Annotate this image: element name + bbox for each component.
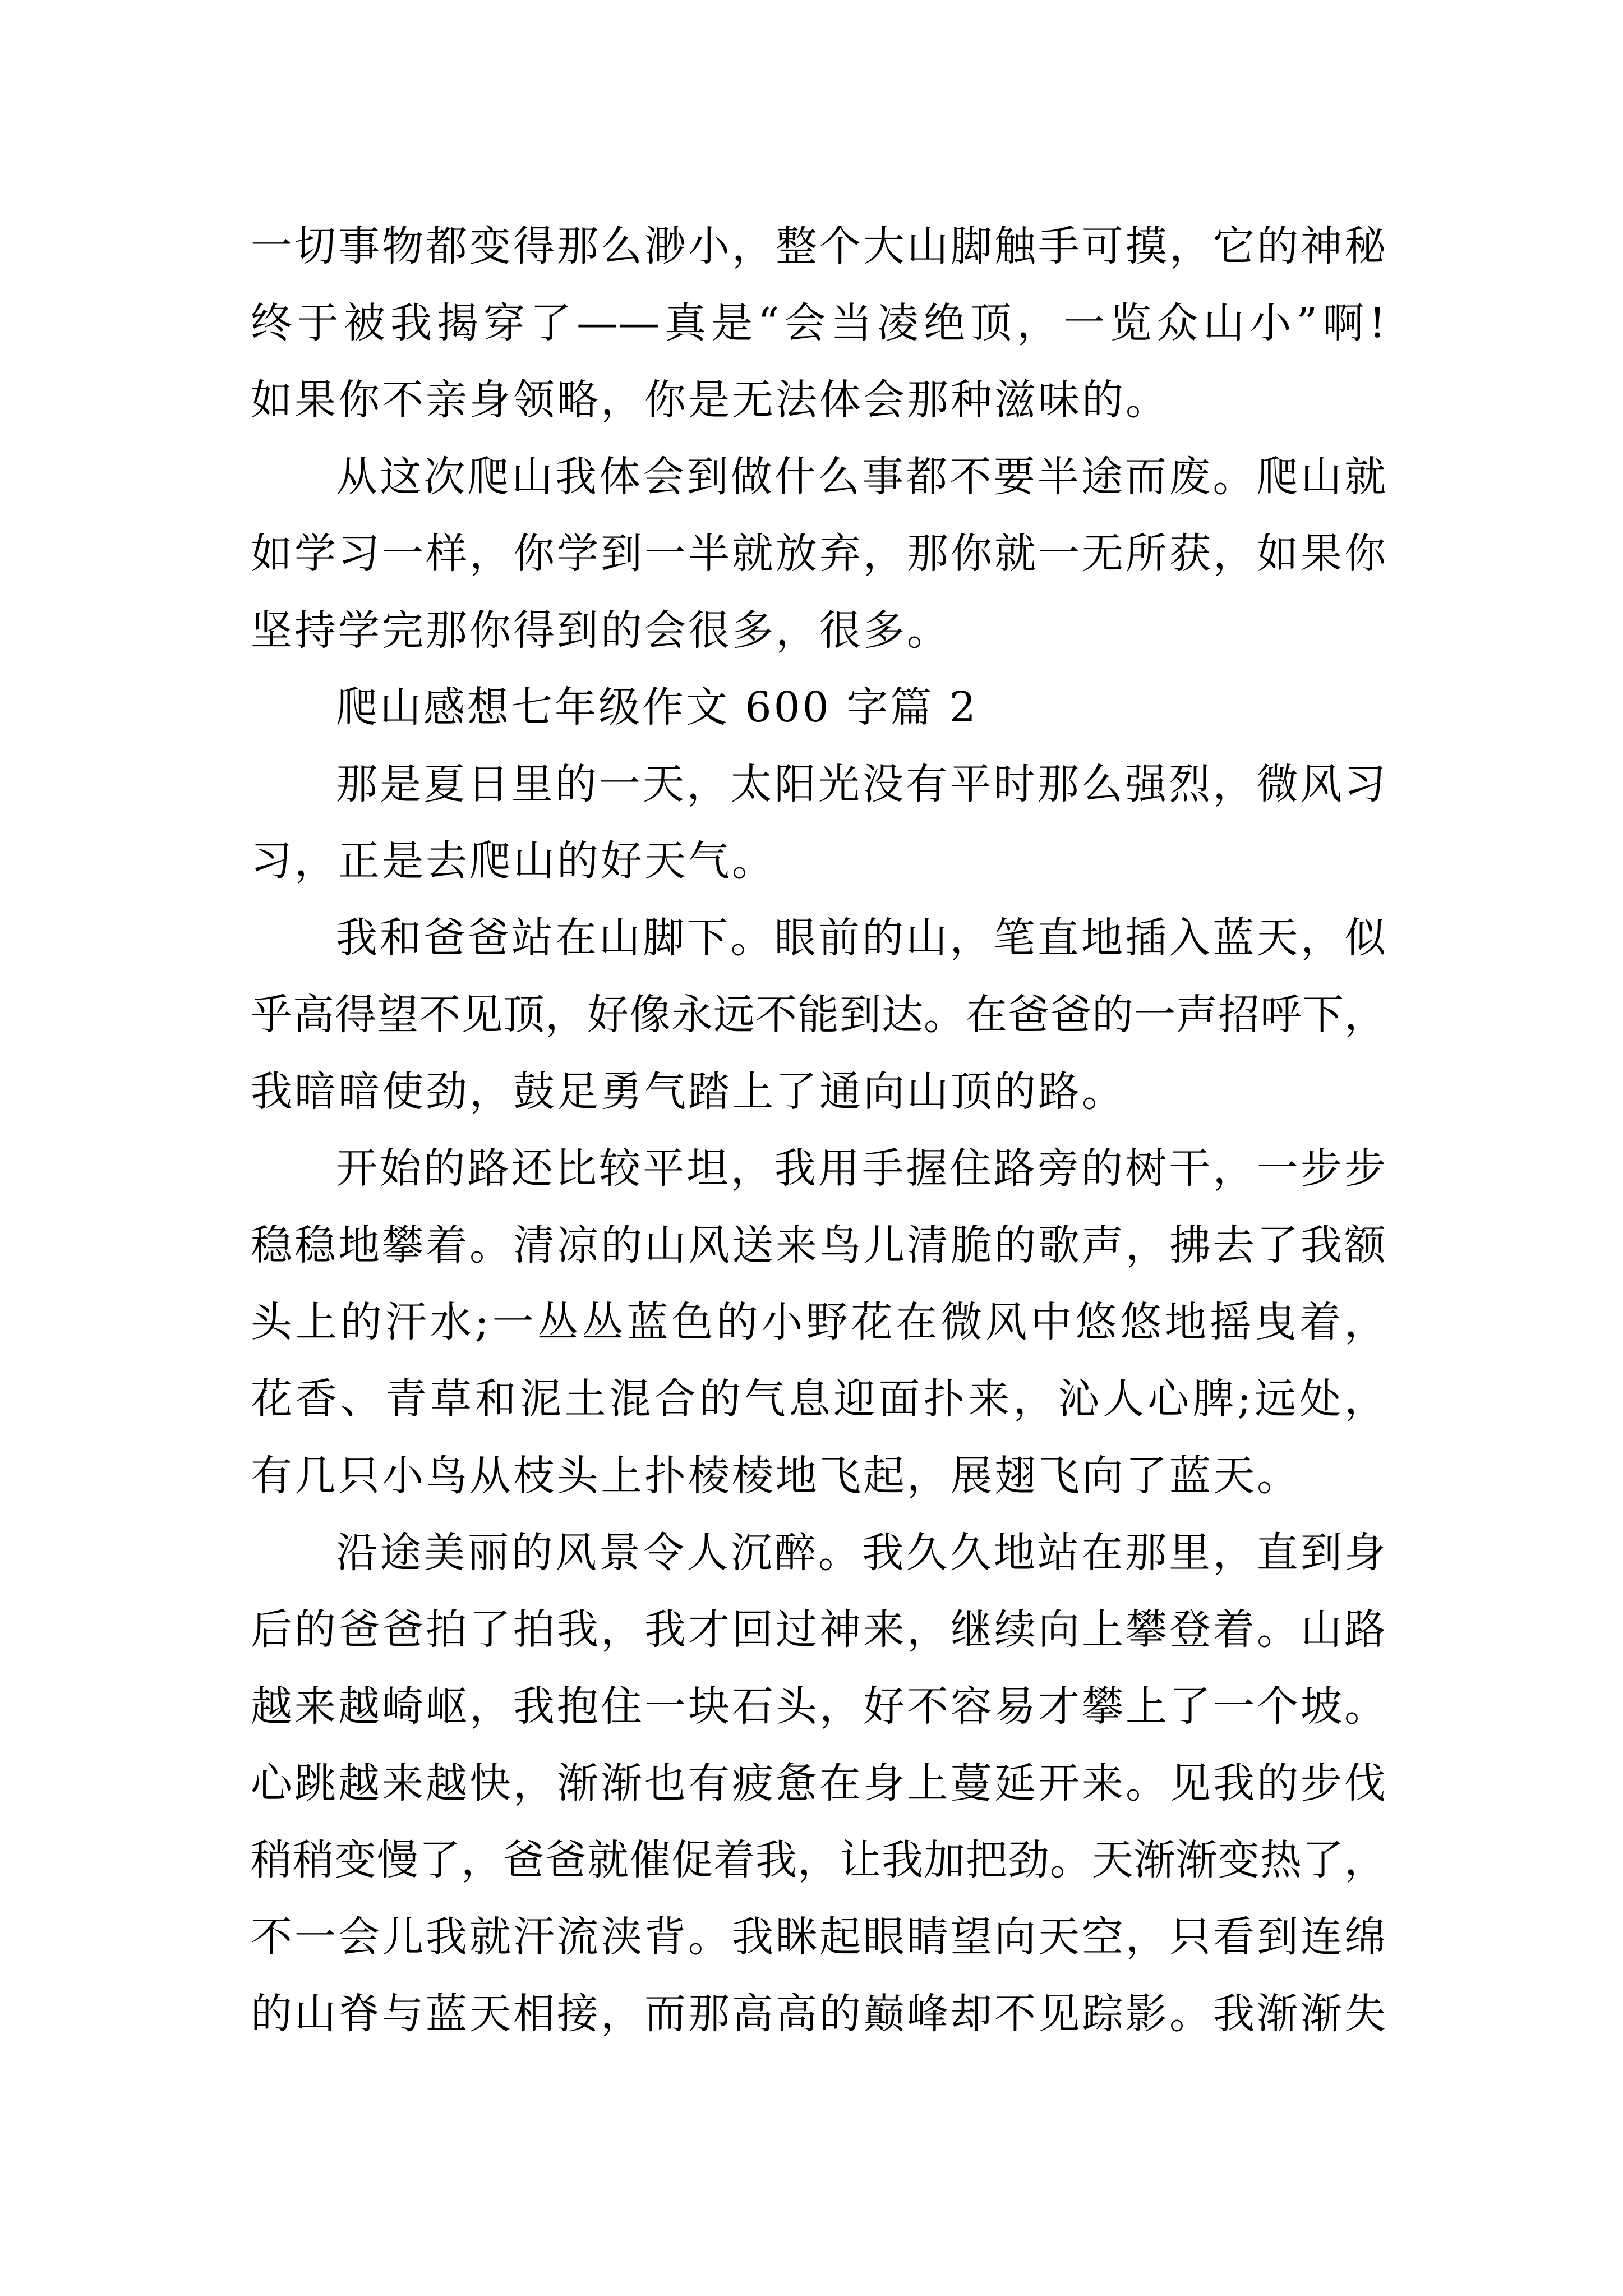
- paragraph: [251, 900, 1386, 1130]
- text-line: 越来越崎岖，我抱住一块石头，好不容易才攀上了一个坡。: [251, 1682, 1386, 1731]
- text-line: 如学习一样，你学到一半就放弃，那你就一无所获，如果你: [251, 530, 1386, 578]
- text-line: 稍稍变慢了，爸爸就催促着我，让我加把劲。天渐渐变热了，: [251, 1836, 1386, 1884]
- text-line: 开始的路还比较平坦，我用手握住路旁的树干，一步步: [336, 1144, 1386, 1193]
- text-line: 我和爸爸站在山脚下。眼前的山，笔直地插入蓝天，似: [336, 914, 1386, 962]
- text-line: 的山脊与蓝天相接，而那高高的巅峰却不见踪影。我渐渐失: [251, 1990, 1386, 2038]
- text-line: 稳稳地攀着。清凉的山风送来鸟儿清脆的歌声，拂去了我额: [251, 1221, 1386, 1269]
- text-line: 我暗暗使劲，鼓足勇气踏上了通向山顶的路。: [251, 1068, 1126, 1116]
- paragraph: [251, 208, 1386, 439]
- text-line: 习，正是去爬山的好天气。: [251, 837, 776, 885]
- text-line: 从这次爬山我体会到做什么事都不要半途而废。爬山就: [336, 453, 1386, 501]
- essay-heading-paragraph: [251, 669, 1386, 746]
- paragraph: [251, 1130, 1386, 1515]
- paragraph: [251, 439, 1386, 669]
- text-line: 那是夏日里的一天，太阳光没有平时那么强烈，微风习: [336, 760, 1386, 808]
- text-line: 后的爸爸拍了拍我，我才回过神来，继续向上攀登着。山路: [251, 1605, 1386, 1654]
- text-line: 乎高得望不见顶，好像永远不能到达。在爸爸的一声招呼下，: [251, 991, 1386, 1039]
- text-line: 心跳越来越快，渐渐也有疲惫在身上蔓延开来。见我的步伐: [251, 1759, 1386, 1807]
- text-line: 头上的汗水;一丛丛蓝色的小野花在微风中悠悠地摇曳着，: [251, 1298, 1386, 1346]
- essay-body: [251, 208, 1386, 2053]
- paragraph: [251, 1515, 1386, 2053]
- text-line: 不一会儿我就汗流浃背。我眯起眼睛望向天空，只看到连绵: [251, 1913, 1386, 1961]
- text-line: 花香、青草和泥土混合的气息迎面扑来，沁人心脾;远处，: [251, 1375, 1386, 1423]
- text-line: 如果你不亲身领略，你是无法体会那种滋味的。: [251, 376, 1169, 424]
- text-line: 坚持学完那你得到的会很多，很多。: [251, 606, 951, 655]
- text-line: 一切事物都变得那么渺小，整个大山脚触手可摸，它的神秘: [251, 222, 1386, 270]
- text-line: 终于被我揭穿了——真是“会当凌绝顶，一览众山小”啊!: [251, 299, 1386, 347]
- text-line: 沿途美丽的风景令人沉醉。我久久地站在那里，直到身: [336, 1529, 1386, 1577]
- text-line: 有几只小鸟从枝头上扑棱棱地飞起，展翅飞向了蓝天。: [251, 1452, 1301, 1500]
- essay-heading: 爬山感想七年级作文 600 字篇 2: [336, 683, 978, 731]
- paragraph: [251, 746, 1386, 900]
